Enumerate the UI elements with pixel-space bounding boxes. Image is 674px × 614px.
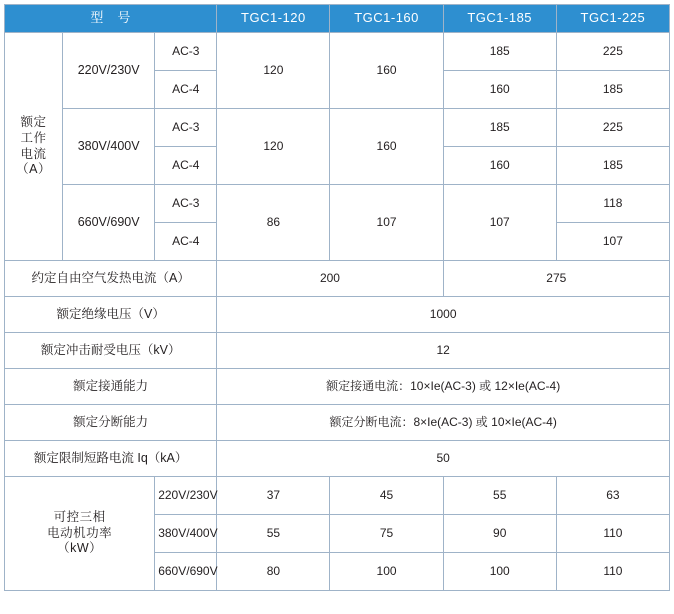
cell-107-660: 107 bbox=[330, 185, 443, 261]
cell-225-660-ac4: 107 bbox=[556, 223, 669, 261]
table-row bbox=[5, 33, 670, 71]
voltage-label-380: 380V/400V bbox=[63, 109, 155, 185]
voltage-label-660: 660V/690V bbox=[63, 185, 155, 261]
cell-185-660: 107 bbox=[443, 185, 556, 261]
motor-voltage-660: 660V/690V bbox=[155, 553, 217, 591]
voltage-label-220: 220V/230V bbox=[63, 33, 155, 109]
motor-power-380-120: 55 bbox=[217, 515, 330, 553]
motor-power-660-160: 100 bbox=[330, 553, 443, 591]
motor-power-220-225: 63 bbox=[556, 477, 669, 515]
header-model-2: TGC1-160 bbox=[330, 5, 443, 33]
motor-power-660-225: 110 bbox=[556, 553, 669, 591]
table-row bbox=[5, 477, 670, 515]
table-row bbox=[5, 333, 670, 369]
header-model-label: 型 号 bbox=[5, 5, 217, 33]
cell-thermal-200: 200 bbox=[217, 261, 443, 297]
cell-225-220-ac3: 225 bbox=[556, 33, 669, 71]
table-row bbox=[5, 405, 670, 441]
cell-120-220: 120 bbox=[217, 33, 330, 109]
table-row bbox=[5, 185, 670, 223]
header-model-4: TGC1-225 bbox=[556, 5, 669, 33]
table-row bbox=[5, 297, 670, 333]
duty-label-ac3-380: AC-3 bbox=[155, 109, 217, 147]
motor-power-660-185: 100 bbox=[443, 553, 556, 591]
motor-power-660-120: 80 bbox=[217, 553, 330, 591]
motor-voltage-220: 220V/230V bbox=[155, 477, 217, 515]
row-label-breaking-capacity: 额定分断能力 bbox=[5, 405, 217, 441]
table-row bbox=[5, 109, 670, 147]
motor-power-380-185: 90 bbox=[443, 515, 556, 553]
cell-breaking-capacity: 额定分断电流：8×Ie(AC-3) 或 10×Ie(AC-4) bbox=[217, 405, 670, 441]
cell-insulation-voltage: 1000 bbox=[217, 297, 670, 333]
motor-power-380-160: 75 bbox=[330, 515, 443, 553]
cell-making-capacity: 额定接通电流：10×Ie(AC-3) 或 12×Ie(AC-4) bbox=[217, 369, 670, 405]
duty-label-ac4-380: AC-4 bbox=[155, 147, 217, 185]
motor-power-220-120: 37 bbox=[217, 477, 330, 515]
contactor-spec-table bbox=[4, 4, 670, 591]
motor-power-380-225: 110 bbox=[556, 515, 669, 553]
duty-label-ac3-660: AC-3 bbox=[155, 185, 217, 223]
cell-160-380: 160 bbox=[330, 109, 443, 185]
row-label-insulation-voltage: 额定绝缘电压（V） bbox=[5, 297, 217, 333]
duty-label-ac4-660: AC-4 bbox=[155, 223, 217, 261]
header-model-3: TGC1-185 bbox=[443, 5, 556, 33]
table-row bbox=[5, 369, 670, 405]
cell-185-220-ac3: 185 bbox=[443, 33, 556, 71]
duty-label-ac4-220: AC-4 bbox=[155, 71, 217, 109]
cell-160-220: 160 bbox=[330, 33, 443, 109]
table-row bbox=[5, 261, 670, 297]
motor-power-220-160: 45 bbox=[330, 477, 443, 515]
header-model-1: TGC1-120 bbox=[217, 5, 330, 33]
row-label-impulse-voltage: 额定冲击耐受电压（kV） bbox=[5, 333, 217, 369]
cell-86-660: 86 bbox=[217, 185, 330, 261]
cell-185-380-ac4: 160 bbox=[443, 147, 556, 185]
cell-short-circuit-current: 50 bbox=[217, 441, 670, 477]
motor-power-220-185: 55 bbox=[443, 477, 556, 515]
cell-225-220-ac4: 185 bbox=[556, 71, 669, 109]
cell-185-220-ac4: 160 bbox=[443, 71, 556, 109]
row-label-making-capacity: 额定接通能力 bbox=[5, 369, 217, 405]
row-label-thermal-current: 约定自由空气发热电流（A） bbox=[5, 261, 217, 297]
cell-thermal-275: 275 bbox=[443, 261, 669, 297]
cell-225-380-ac4: 185 bbox=[556, 147, 669, 185]
cell-225-380-ac3: 225 bbox=[556, 109, 669, 147]
cell-225-660-ac3: 118 bbox=[556, 185, 669, 223]
row-label-short-circuit-current: 额定限制短路电流 Iq（kA） bbox=[5, 441, 217, 477]
cell-impulse-voltage: 12 bbox=[217, 333, 670, 369]
table-header-row bbox=[5, 5, 670, 33]
duty-label-ac3-220: AC-3 bbox=[155, 33, 217, 71]
cell-120-380: 120 bbox=[217, 109, 330, 185]
motor-power-label: 可控三相 电动机功率 （kW） bbox=[5, 477, 155, 591]
table-row bbox=[5, 441, 670, 477]
motor-voltage-380: 380V/400V bbox=[155, 515, 217, 553]
cell-185-380-ac3: 185 bbox=[443, 109, 556, 147]
rated-current-label: 额定 工作 电流 （A） bbox=[5, 33, 63, 261]
